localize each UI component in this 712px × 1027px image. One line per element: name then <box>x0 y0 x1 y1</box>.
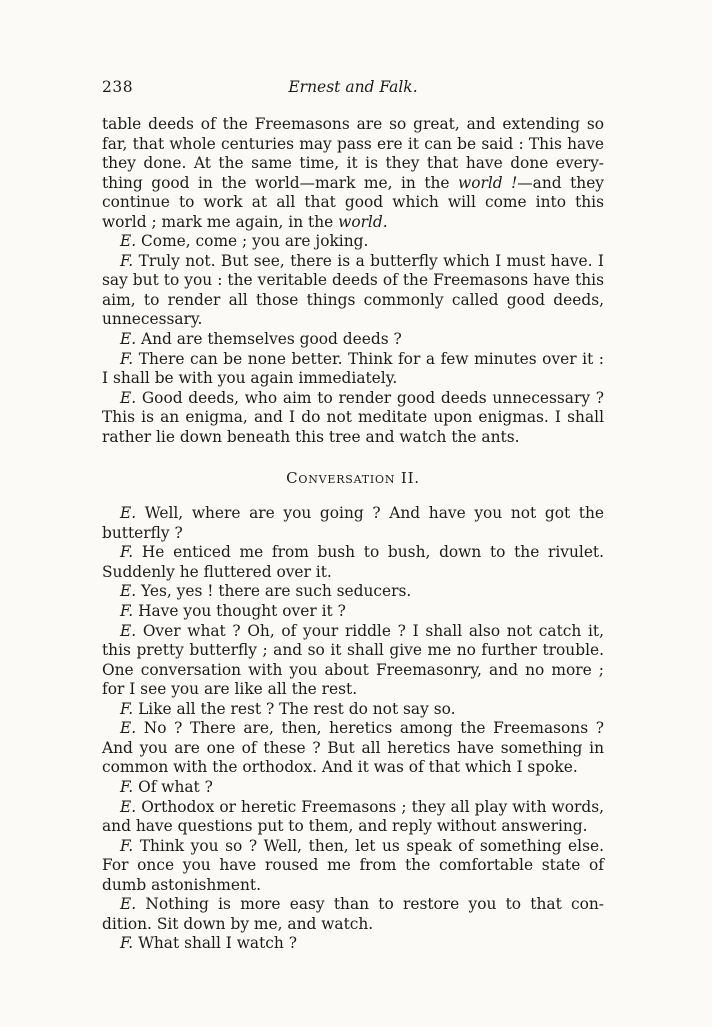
dialogue-text: Truly not. But see, there is a butterfly which I must have. I say but to you : the veritable deeds of the Freemasons have this aim, to render all those things commonly called good deeds, unnecessary. <box>102 251 604 329</box>
speaker-label: F. <box>120 699 134 718</box>
dialogue-line <box>102 700 604 720</box>
speaker-label: F. <box>120 836 134 855</box>
section-heading: Conversation II. <box>286 469 420 488</box>
speaker-label: F. <box>120 602 134 621</box>
dialogue-text: He enticed me from bush to bush, down to the rivulet. Suddenly he fluttered over it. <box>102 543 604 581</box>
opening-text-1: table deeds of the Freemasons are so great, and extending so far, that whole centuries may pass ere it can be said : This have they done. At the same time, it is they that have done every-thing good in the world—mark me, in the <box>102 115 604 192</box>
speaker-label: E. <box>120 582 137 601</box>
dialogue-text: Good deeds, who aim to render good deeds unnecessary ? This is an enigma, and I do not meditate upon enigmas. I shall rather lie down beneath this tree and watch the ants. <box>102 388 604 446</box>
dialogue-line <box>102 330 604 350</box>
dialogue-line <box>102 778 604 798</box>
speaker-label: E. <box>120 797 137 816</box>
dialogue-text: Of what ? <box>133 777 213 796</box>
dialogue-line <box>102 798 604 837</box>
opening-text-2: —and they continue to work at all that good which will come into this world ; mark me again, in the <box>102 173 605 231</box>
speaker-label: F. <box>120 251 134 270</box>
dialogue-line <box>102 252 604 330</box>
speaker-label: F. <box>120 777 134 796</box>
dialogue-line <box>102 622 604 700</box>
page-number: 238 <box>102 78 134 96</box>
dialogue-line <box>102 543 604 582</box>
opening-emphasis-1: world ! <box>458 173 518 192</box>
dialogue-line <box>102 504 604 543</box>
dialogue-text: Yes, yes ! there are such seducers. <box>136 582 412 601</box>
dialogue-text: Come, come ; you are joking. <box>136 232 369 251</box>
running-title: Ernest and Falk. <box>288 78 418 96</box>
dialogue-text: And are themselves good deeds ? <box>136 330 402 349</box>
dialogue-line <box>102 895 604 934</box>
dialogue-text: What shall I watch ? <box>133 934 297 953</box>
opening-paragraph <box>102 115 604 232</box>
dialogue-text: Have you thought over it ? <box>133 602 346 621</box>
dialogue-text: Nothing is more easy than to restore you to that con-dition. Sit down by me, and watch. <box>102 895 604 933</box>
speaker-label: E. <box>120 621 137 640</box>
dialogue-line <box>102 602 604 622</box>
speaker-label: E. <box>120 895 137 914</box>
dialogue-text: Over what ? Oh, of your riddle ? I shall also not catch it, this pretty butterfly ; and so it shall give me no further trouble. One conversation with you about Freemasonry, and no more ; for I see you are like all the rest. <box>102 621 604 699</box>
running-head <box>102 78 604 100</box>
speaker-label: E. <box>120 330 137 349</box>
book-page <box>102 78 604 954</box>
speaker-label: E. <box>120 719 137 738</box>
dialogue-line <box>102 389 604 448</box>
dialogue-text: Like all the rest ? The rest do not say so. <box>133 699 456 718</box>
dialogue-text: Well, where are you going ? And have you not got the butterfly ? <box>102 504 604 542</box>
dialogue-line <box>102 582 604 602</box>
dialogue-line <box>102 232 604 252</box>
body-text <box>102 115 604 954</box>
dialogue-text: Think you so ? Well, then, let us speak of something else. For once you have roused me from the comfortable state of dumb astonishment. <box>102 836 604 894</box>
dialogue-text: No ? There are, then, heretics among the Freemasons ? And you are one of these ? But all heretics have something in common with the orthodox. And it was of that which I spoke. <box>102 719 604 777</box>
opening-emphasis-2: world. <box>338 212 388 231</box>
speaker-label: F. <box>120 934 134 953</box>
speaker-label: E. <box>120 388 137 407</box>
speaker-label: F. <box>120 349 134 368</box>
dialogue-text: Orthodox or heretic Freemasons ; they all play with words, and have questions put to them, and reply without answering. <box>102 797 604 836</box>
speaker-label: F. <box>120 543 134 562</box>
dialogue-line <box>102 350 604 389</box>
dialogue-line <box>102 719 604 778</box>
dialogue-line <box>102 934 604 954</box>
speaker-label: E. <box>120 232 137 251</box>
dialogue-line <box>102 837 604 896</box>
dialogue-text: There can be none better. Think for a few minutes over it : I shall be with you again immediately. <box>102 349 604 388</box>
speaker-label: E. <box>120 504 137 523</box>
